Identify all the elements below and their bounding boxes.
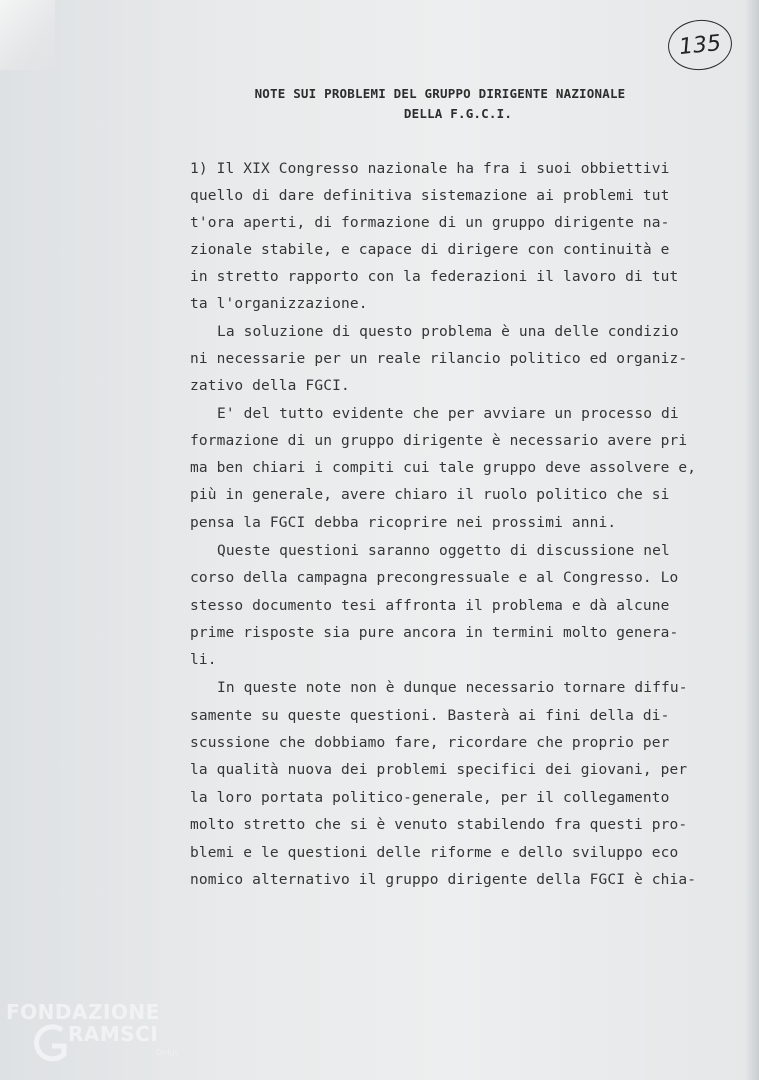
body-line: molto stretto che si è venuto stabilendo fra questi pro- bbox=[190, 817, 688, 833]
body-line: più in generale, avere chiaro il ruolo politico che si bbox=[190, 487, 670, 503]
body-line: E' del tutto evidente che per avviare un processo di bbox=[217, 406, 679, 422]
body-line: formazione di un gruppo dirigente è necessario avere pri bbox=[190, 433, 688, 449]
body-line: scussione che dobbiamo fare, ricordare che proprio per bbox=[190, 735, 670, 751]
body-line: blemi e le questioni delle riforme e dello sviluppo eco bbox=[190, 845, 679, 861]
body-line: t'ora aperti, di formazione di un gruppo dirigente na- bbox=[190, 215, 670, 231]
body-line: Queste questioni saranno oggetto di discussione nel bbox=[217, 543, 670, 559]
fondazione-gramsci-watermark bbox=[6, 996, 196, 1078]
body-line: quello di dare definitiva sistemazione ai problemi tut bbox=[190, 188, 670, 204]
watermark-line-1: FONDAZIONE bbox=[6, 1000, 160, 1024]
body-line: la qualità nuova dei problemi specifici dei giovani, per bbox=[190, 762, 688, 778]
body-line: La soluzione di questo problema è una delle condizio bbox=[217, 324, 679, 340]
paper-edge bbox=[745, 0, 759, 1080]
body-line: 1) Il XIX Congresso nazionale ha fra i suoi obbiettivi bbox=[190, 161, 670, 177]
body-line: corso della campagna precongressuale e al Congresso. Lo bbox=[190, 570, 679, 586]
body-line: li. bbox=[190, 652, 217, 668]
body-line: stesso documento tesi affronta il problema e dà alcune bbox=[190, 598, 670, 614]
document-title-line-2: DELLA F.G.C.I. bbox=[403, 106, 513, 121]
watermark-g-icon bbox=[32, 1020, 68, 1072]
paper-fold bbox=[0, 0, 55, 70]
body-line: zativo della FGCI. bbox=[190, 378, 350, 394]
body-line: ma ben chiari i compiti cui tale gruppo deve assolvere e, bbox=[190, 460, 697, 476]
body-line: la loro portata politico-generale, per il collegamento bbox=[190, 790, 670, 806]
body-line: ta l'organizzazione. bbox=[190, 296, 368, 312]
watermark-line-2: RAMSCI bbox=[68, 1022, 159, 1046]
document-title-line-1: NOTE SUI PROBLEMI DEL GRUPPO DIRIGENTE NAZIONALE bbox=[254, 86, 626, 101]
body-line: pensa la FGCI debba ricoprire nei prossimi anni. bbox=[190, 515, 617, 531]
body-line: prime risposte sia pure ancora in termini molto genera- bbox=[190, 625, 679, 641]
body-line: In queste note non è dunque necessario tornare diffu- bbox=[217, 680, 688, 696]
body-line: samente su queste questioni. Basterà ai fini della di- bbox=[190, 708, 670, 724]
page-number-stamp: 135 bbox=[666, 17, 735, 73]
body-line: nomico alternativo il gruppo dirigente della FGCI è chia- bbox=[190, 872, 697, 888]
watermark-subtitle: Onlus bbox=[156, 1048, 179, 1057]
body-line: ni necessarie per un reale rilancio politico ed organiz- bbox=[190, 351, 688, 367]
body-line: in stretto rapporto con la federazioni il lavoro di tut bbox=[190, 269, 679, 285]
body-line: zionale stabile, e capace di dirigere con continuità e bbox=[190, 242, 670, 258]
